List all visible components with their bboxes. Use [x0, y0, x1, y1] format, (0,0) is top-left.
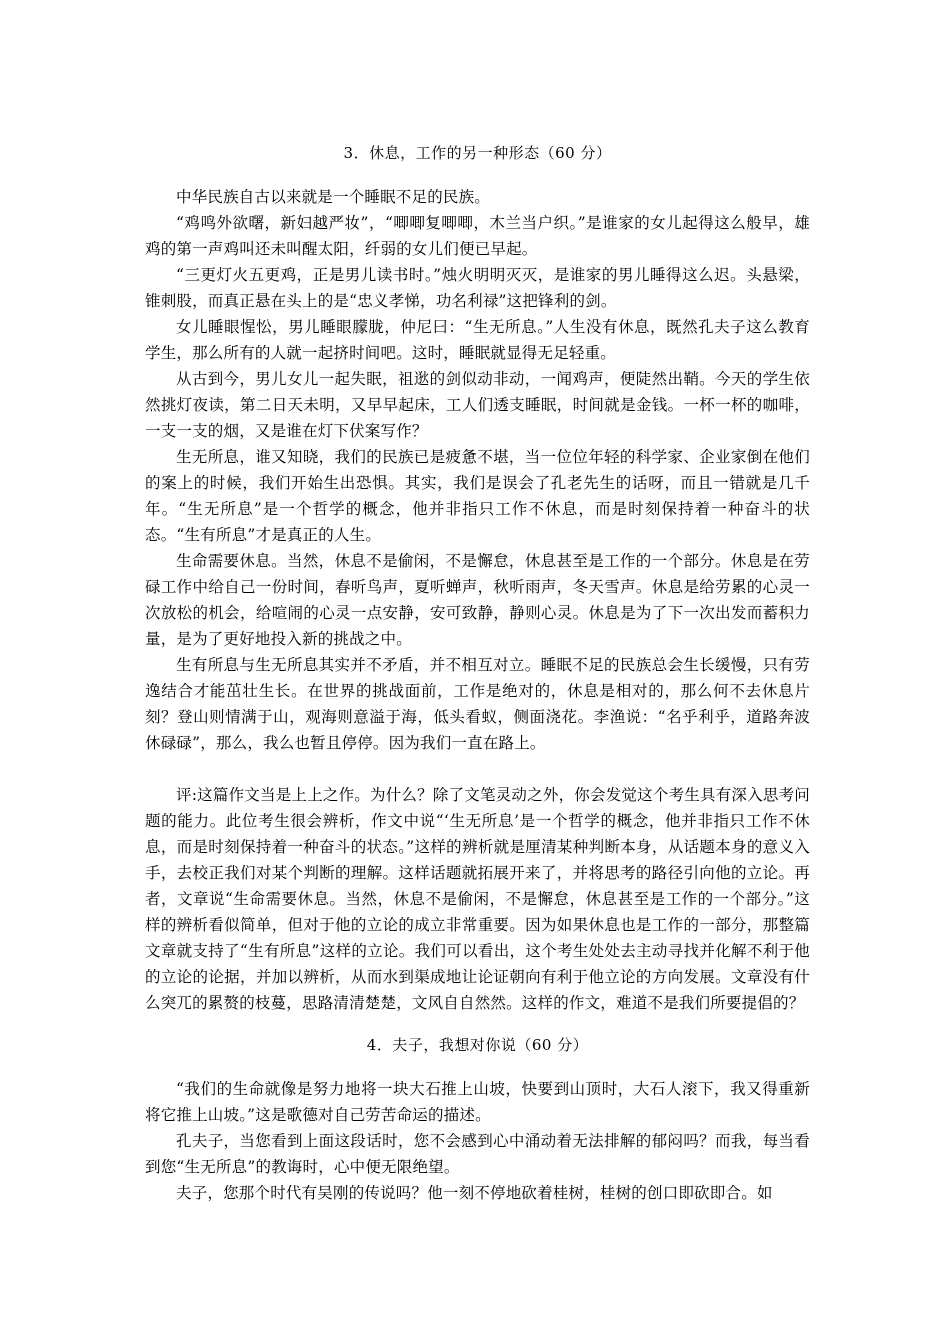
section-3-paragraph: “鸡鸣外欲曙，新妇越严妆”，“唧唧复唧唧，木兰当户织。”是谁家的女儿起得这么般早，雄鸡的第一声鸡叫还未叫醒太阳，纤弱的女儿们便已早起。	[145, 214, 810, 258]
essay-comment: 评:这篇作文当是上上之作。为什么？除了文笔灵动之外，你会发觉这个考生具有深入思考问题的能力。此位考生很会辨析，作文中说“‘生无所息’是一个哲学的概念，他并非指只工作不休息，而是时刻保持着一种奋斗的状态。”这样的辨析就是厘清某种判断本身，从话题本身的意义入手，去校正我们对某个判断的理解。这样话题就拓展开来了，并将思考的路径引向他的立论。再者，文章说“生命需要休息。当然，休息不是偷闲，不是懈怠，休息甚至是工作的一个部分。”这样的辨析看似简单，但对于他的立论的成立非常重要。因为如果休息也是工作的一部分，那整篇文章就支持了“生有所息”这样的立论。我们可以看出，这个考生处处去主动寻找并化解不利于他的立论的论据，并加以辨析，从而水到渠成地让论证朝向有利于他立论的方向发展。文章没有什么突兀的累赘的枝蔓，思路清清楚楚，文风自自然然。这样的作文，难道不是我们所要提倡的？	[145, 786, 810, 1012]
section-3-paragraph: 女儿睡眼惺忪，男儿睡眼朦胧，仲尼曰：“生无所息。”人生没有休息，既然孔夫子这么教育学生，那么所有的人就一起挤时间吧。这时，睡眠就显得无足轻重。	[145, 318, 810, 362]
section-4-title: 4．夫子，我想对你说（60 分）	[366, 1036, 589, 1054]
section-3-paragraph: 从古到今，男儿女儿一起失眠，祖逖的剑似动非动，一闻鸡声，便陡然出鞘。今天的学生依然挑灯夜读，第二日天未明，又早早起床，工人们透支睡眠，时间就是金钱。一杯一杯的咖啡，一支一支的烟，又是谁在灯下伏案写作？	[145, 370, 810, 440]
document-body	[145, 140, 810, 1206]
section-4-paragraph: “我们的生命就像是努力地将一块大石推上山坡，快要到山顶时，大石人滚下，我又得重新将它推上山坡。”这是歌德对自己劳苦命运的描述。	[145, 1080, 810, 1124]
section-3-paragraph: 中华民族自古以来就是一个睡眠不足的民族。	[176, 188, 491, 206]
section-3-paragraph: 生有所息与生无所息其实并不矛盾，并不相互对立。睡眠不足的民族总会生长缓慢，只有劳逸结合才能茁壮生长。在世界的挑战面前，工作是绝对的，休息是相对的，那么何不去休息片刻？登山则情满于山，观海则意溢于海，低头看蚁，侧面浇花。李渔说：“名乎利乎，道路奔波休碌碌”，那么，我么也暂且停停。因为我们一直在路上。	[145, 656, 810, 752]
section-3-title: 3．休息，工作的另一种形态（60 分）	[343, 144, 612, 162]
section-4-paragraph: 孔夫子，当您看到上面这段话时，您不会感到心中涌动着无法排解的郁闷吗？而我，每当看到您“生无所息”的教诲时，心中便无限绝望。	[145, 1132, 810, 1176]
section-4-paragraph: 夫子，您那个时代有吴刚的传说吗？他一刻不停地砍着桂树，桂树的创口即砍即合。如	[176, 1184, 773, 1202]
section-3-paragraph: “三更灯火五更鸡，正是男儿读书时。”烛火明明灭灭，是谁家的男儿睡得这么迟。头悬梁，锥刺股，而真正悬在头上的是“忠义孝悌，功名利禄”这把锋利的剑。	[145, 266, 810, 310]
section-3-paragraph: 生命需要休息。当然，休息不是偷闲，不是懈怠，休息甚至是工作的一个部分。休息是在劳碌工作中给自己一份时间，春听鸟声，夏听蝉声，秋听雨声，冬天雪声。休息是给劳累的心灵一次放松的机会，给喧闹的心灵一点安静，安可致静，静则心灵。休息是为了下一次出发而蓄积力量，是为了更好地投入新的挑战之中。	[145, 552, 810, 648]
section-3-paragraph: 生无所息，谁又知晓，我们的民族已是疲惫不堪，当一位位年轻的科学家、企业家倒在他们的案上的时候，我们开始生出恐惧。其实，我们是误会了孔老先生的话呀，而且一错就是几千年。“生无所息”是一个哲学的概念，他并非指只工作不休息，而是时刻保持着一种奋斗的状态。“生有所息”才是真正的人生。	[145, 448, 810, 544]
